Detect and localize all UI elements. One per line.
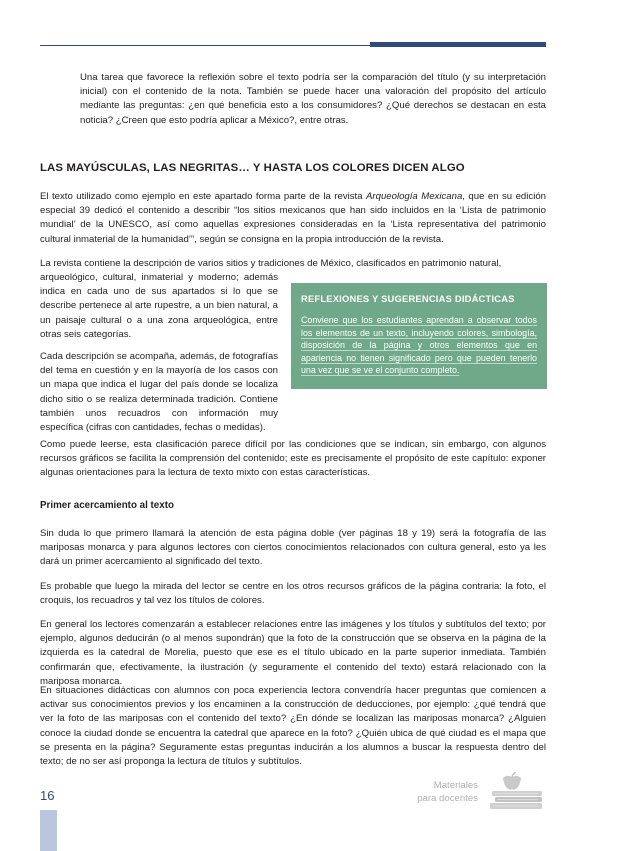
- subsection-paragraph-1: Sin duda lo que primero llamará la atención de esta página doble (ver páginas 18 y 19) será la fotografía de las mariposas monarca y para algunos lectores con ciertos conocimientos relacionados con cultura general, esto ya les dará un primer acercamiento al significado del texto.: [40, 528, 546, 568]
- didactic-sidebar-box: [291, 283, 547, 389]
- footer-label-line-2: para docentes: [417, 793, 478, 804]
- section-paragraph-1-end: , que en su edición especial 39 dedicó el contenido a describir “los sitios mexicanos que han sido incluidos en la ‘Lista de patrimonio mundial’ de la UNESCO, así como aquellas expresiones consideradas en la ‘Lista representativa del patrimonio cultural inmaterial de la humanidad’”, según se consigna en la propia introducción de la revista.: [40, 191, 546, 245]
- subsection-paragraph-4: En situaciones didácticas con alumnos con poca experiencia lectora convendría hacer preguntas que comiencen a activar sus conocimientos previos y los encaminen a la construcción de deducciones, por ejemplo: ¿qué tendrá que ver la foto de las mariposas con el contenido del texto? ¿En dónde se localizan las mariposas monarca? ¿Alguien conoce la ciudad donde se encuentra la catedral que aparece en la foto? ¿Quién ubica de qué ciudad es el mapa que se presenta en la página? Seguramente estas preguntas inducirán a los alumnos a buscar la respuesta dentro del texto; de no ser así proponga la lectura de títulos y subtítulos.: [40, 685, 546, 768]
- footer-label: [400, 779, 478, 805]
- intro-paragraph: Una tarea que favorece la reflexión sobre el texto podría ser la comparación del título (y su interpretación inicial) con el contenido de la nota. También se puede hacer una valoración del propósito del artículo mediante las preguntas: ¿en qué beneficia esto a los consumidores? ¿Qué derechos se destacan en esta noticia? ¿Creen que esto podría aplicar a México?, entre otras.: [80, 72, 546, 126]
- page-number: 16: [40, 788, 55, 803]
- section-heading: LAS MAYÚSCULAS, LAS NEGRITAS… Y HASTA LOS COLORES DICEN ALGO: [40, 162, 465, 174]
- section-paragraph-2: arqueológico, cultural, inmaterial y moderno; además indica en cada uno de sus apartados si lo que se describe pertenece al arte rupestre, a un bien natural, a un paisaje cultural o a una zona arqueológica, entre otras seis categorías.: [40, 272, 278, 340]
- section-paragraph-4: Como puede leerse, esta clasificación parece difícil por las condiciones que se indican, sin embargo, con algunos recursos gráficos se facilita la comprensión del contenido; este es precisamente el propósito de este capítulo: exponer algunas orientaciones para la lectura de texto mixto con estas características.: [40, 439, 546, 479]
- sidebar-text: Conviene que los estudiantes aprendan a observar todos los elementos de un texto, incluyendo colores, simbología, disposición de la página y otros elementos que en apariencia no tienen significado pero que pueden tenerlo una vez que se ve el conjunto completo.: [301, 315, 537, 376]
- books-apple-icon: [486, 772, 546, 812]
- section-paragraph-1: [40, 190, 546, 247]
- header-rule-thick: [370, 42, 546, 47]
- subsection-heading: Primer acercamiento al texto: [40, 500, 174, 511]
- header-rule-thin: [40, 45, 370, 46]
- footer-label-line-1: Materiales: [433, 780, 478, 791]
- page-edge-bar: [40, 810, 57, 851]
- sidebar-title: REFLEXIONES Y SUGERENCIAS DIDÁCTICAS: [301, 293, 515, 304]
- subsection-paragraph-3: En general los lectores comenzarán a establecer relaciones entre las imágenes y los títulos y subtítulos del texto; por ejemplo, algunos deducirán (o al menos supondrán) que la foto de la construcción que se observa en la página de la izquierda es la catedral de Morelia, puesto que ese es el título ubicado en la parte superior inmediata. También confirmarán que, efectivamente, la ilustración (y seguramente el contenido del texto) estará relacionado con la mariposa monarca.: [40, 619, 546, 687]
- section-paragraph-2-lead: La revista contiene la descripción de varios sitios y tradiciones de México, clasificados en patrimonio natural,: [40, 258, 502, 269]
- section-paragraph-1-start: El texto utilizado como ejemplo en este apartado forma parte de la revista: [40, 191, 367, 202]
- section-paragraph-3: Cada descripción se acompaña, además, de fotografías del tema en cuestión y en la mayoría de los casos con un mapa que indica el lugar del país donde se localiza dicho sitio o se realiza determinada tradición. Contiene también unos recuadros con información muy específica (cifras con cantidades, fechas o medidas).: [40, 351, 278, 434]
- subsection-paragraph-2: Es probable que luego la mirada del lector se centre en los otros recursos gráficos de la página contraria: la foto, el croquis, los recuadros y tal vez los títulos de colores.: [40, 581, 546, 607]
- magazine-title: Arqueología Mexicana: [366, 191, 463, 202]
